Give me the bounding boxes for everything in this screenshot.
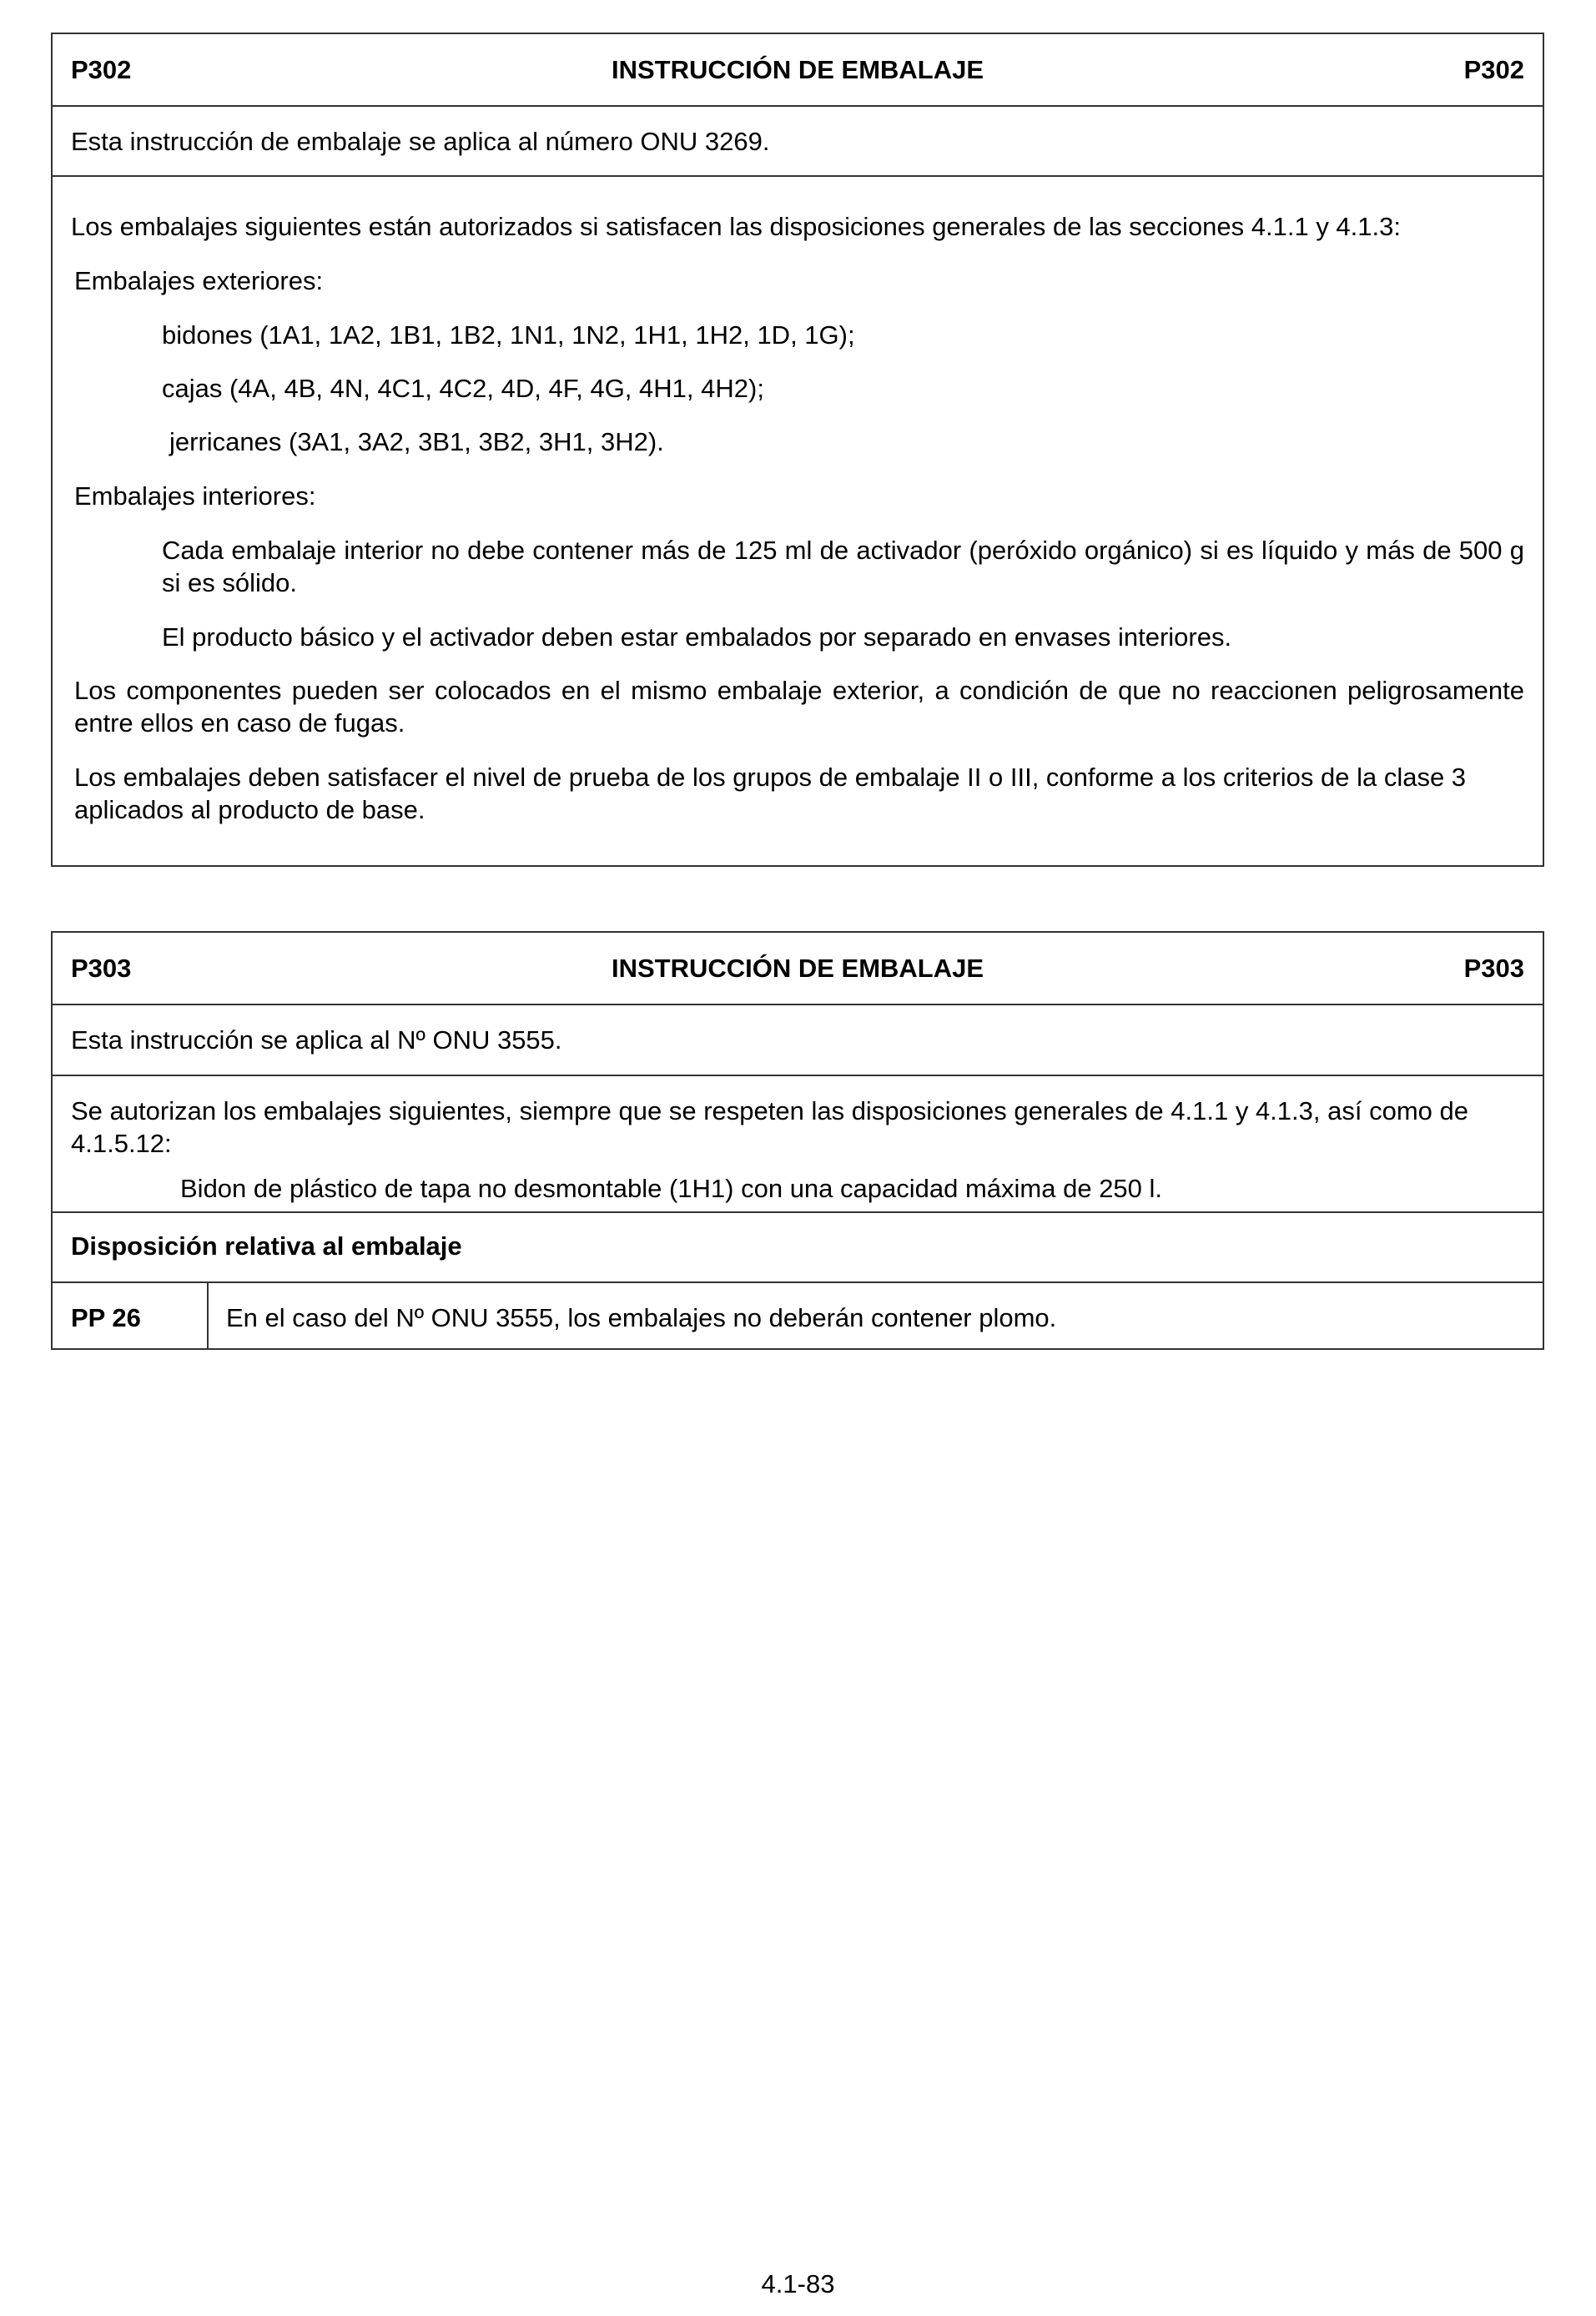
p302-code-right: P302: [1463, 55, 1524, 84]
p303-header-row: [53, 933, 1543, 1004]
p302-header-row: [53, 34, 1543, 105]
p303-code-right: P303: [1463, 954, 1524, 983]
p302-scope-row: [53, 105, 1543, 175]
p302-title: INSTRUCCIÓN DE EMBALAJE: [611, 55, 984, 84]
p302-outer-item-drums: bidones (1A1, 1A2, 1B1, 1B2, 1N1, 1N2, 1H1, 1H2, 1D, 1G);: [162, 320, 855, 350]
p303-provision-heading-row: [53, 1211, 1543, 1281]
p303-body-row: [53, 1075, 1543, 1211]
p302-test-level-note: Los embalajes deben satisfacer el nivel de prueba de los grupos de embalaje II o III, conforme a los criterios de la clase 3 aplicados al producto de base.: [74, 763, 1467, 824]
p303-code-left: P303: [71, 954, 132, 983]
p303-title: INSTRUCCIÓN DE EMBALAJE: [611, 954, 984, 983]
p303-provision-text: En el caso del Nº ONU 3555, los embalajes no deberán contener plomo.: [226, 1303, 1057, 1332]
p302-inner-item-separate: El producto básico y el activador deben estar embalados por separado en envases interiores.: [162, 622, 1232, 652]
p302-components-note: Los componentes pueden ser colocados en el mismo embalaje exterior, a condición de que no reaccionen peligrosamente entre ellos en caso de fugas.: [74, 676, 1524, 738]
p303-provision-code: PP 26: [71, 1303, 141, 1332]
p303-provision-divider: [207, 1283, 209, 1348]
page-number: 4.1-83: [761, 2269, 835, 2298]
p302-inner-heading: Embalajes interiores:: [74, 481, 316, 511]
p303-provision-row: [53, 1281, 1543, 1348]
p302-inner-item-quantity: Cada embalaje interior no debe contener más de 125 ml de activador (peróxido orgánico) si es líquido y más de 500 g si es sólido.: [162, 536, 1524, 597]
p303-instruction-table: [51, 931, 1544, 1350]
p303-scope-row: [53, 1004, 1543, 1075]
p302-code-left: P302: [71, 55, 132, 84]
p302-outer-heading: Embalajes exteriores:: [74, 266, 324, 295]
p303-intro: Se autorizan los embalajes siguientes, siempre que se respeten las disposiciones generales de 4.1.1 y 4.1.3, así como de 4.1.5.12:: [71, 1096, 1468, 1158]
p303-provision-heading: Disposición relativa al embalaje: [71, 1231, 462, 1261]
p303-scope-text: Esta instrucción se aplica al Nº ONU 3555.: [71, 1025, 562, 1055]
p302-intro: Los embalajes siguientes están autorizados si satisfacen las disposiciones generales de las secciones 4.1.1 y 4.1.3:: [71, 212, 1401, 241]
p302-body-row: [53, 175, 1543, 865]
p302-scope-text: Esta instrucción de embalaje se aplica al número ONU 3269.: [71, 127, 770, 156]
p302-outer-item-boxes: cajas (4A, 4B, 4N, 4C1, 4C2, 4D, 4F, 4G, 4H1, 4H2);: [162, 374, 764, 403]
p302-instruction-table: [51, 33, 1544, 867]
p303-item-plastic-drum: Bidon de plástico de tapa no desmontable (1H1) con una capacidad máxima de 250 l.: [180, 1174, 1163, 1203]
p302-outer-item-jerricans: jerricanes (3A1, 3A2, 3B1, 3B2, 3H1, 3H2).: [169, 427, 664, 456]
